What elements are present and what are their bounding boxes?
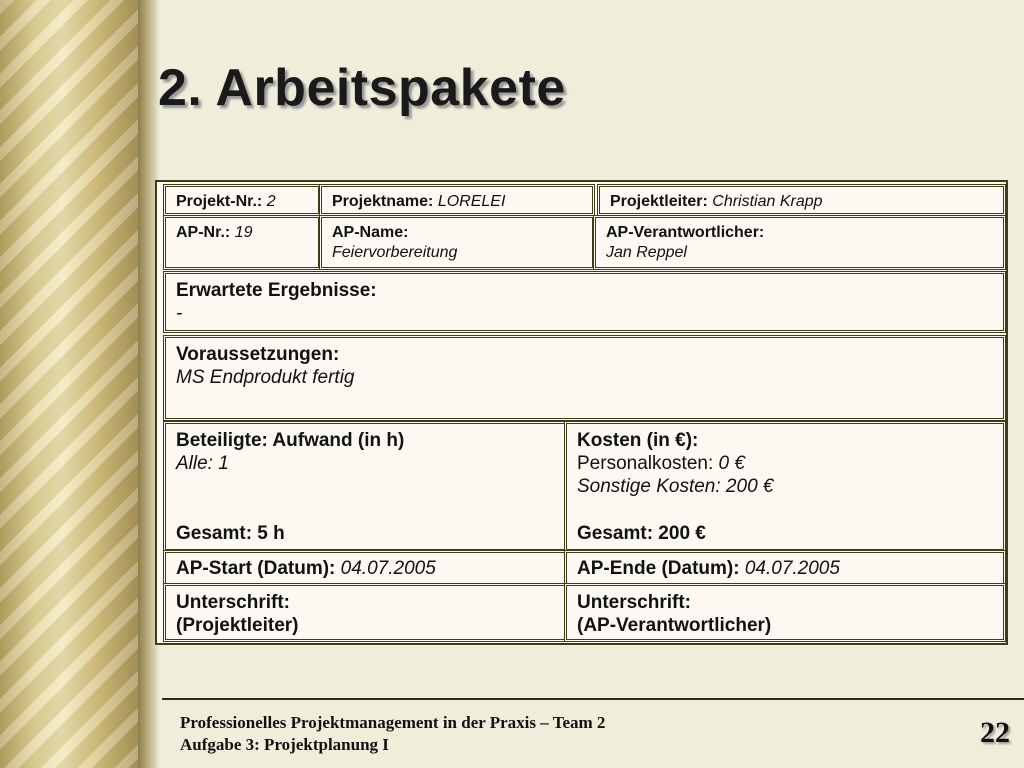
ap-ende-label: AP-Ende (Datum): xyxy=(577,558,740,579)
unterschrift-verantwortlicher-cell xyxy=(564,583,1006,642)
projekt-nr-cell xyxy=(163,184,321,216)
projektname-cell xyxy=(319,184,595,216)
unterschrift-verantwortlicher-role: (AP-Verantwortlicher) xyxy=(577,615,772,636)
ap-nr-cell xyxy=(163,215,321,270)
projektleiter-cell xyxy=(597,184,1006,216)
erwartete-ergebnisse-cell xyxy=(163,271,1006,333)
projektleiter-value: Christian Krapp xyxy=(712,193,823,210)
footer-line-2: Aufgabe 3: Projektplanung I xyxy=(180,735,389,754)
unterschrift-projektleiter-role: (Projektleiter) xyxy=(176,615,299,636)
voraussetzungen-label: Voraussetzungen: xyxy=(176,344,340,365)
ap-start-value: 04.07.2005 xyxy=(340,558,436,579)
sonstige-kosten: Sonstige Kosten: 200 € xyxy=(577,476,774,497)
projekt-nr-label: Projekt-Nr.: xyxy=(176,193,263,210)
kosten-cell xyxy=(564,421,1006,552)
footer-line-1: Professionelles Projektmanagement in der Praxis – Team 2 xyxy=(180,713,606,732)
ap-nr-label: AP-Nr.: xyxy=(176,224,231,241)
decorative-column xyxy=(0,0,138,768)
work-package-form xyxy=(155,180,1008,645)
erwartete-ergebnisse-value: - xyxy=(176,303,183,324)
projektname-label: Projektname: xyxy=(332,193,434,210)
ap-verantwortlicher-label: AP-Verantwortlicher: xyxy=(606,224,765,241)
kosten-total: Gesamt: 200 € xyxy=(577,523,706,544)
projektname-value: LORELEI xyxy=(437,193,506,210)
beteiligte-value: Alle: 1 xyxy=(176,453,229,474)
unterschrift-projektleiter-cell xyxy=(163,583,567,642)
slide-title: 2. Arbeitspakete xyxy=(158,59,566,117)
beteiligte-total: Gesamt: 5 h xyxy=(176,523,285,544)
voraussetzungen-value: MS Endprodukt fertig xyxy=(176,367,355,388)
ap-ende-value: 04.07.2005 xyxy=(744,558,840,579)
unterschrift-verantwortlicher-label: Unterschrift: xyxy=(577,592,692,613)
erwartete-ergebnisse-label: Erwartete Ergebnisse: xyxy=(176,280,377,301)
unterschrift-projektleiter-label: Unterschrift: xyxy=(176,592,291,613)
voraussetzungen-cell xyxy=(163,335,1006,421)
personalkosten-label: Personalkosten: xyxy=(577,453,714,474)
page-number: 22 xyxy=(980,716,1010,749)
ap-start-label: AP-Start (Datum): xyxy=(176,558,336,579)
kosten-label: Kosten (in €): xyxy=(577,430,699,451)
ap-name-cell xyxy=(319,215,595,270)
footer-divider xyxy=(162,698,1024,700)
ap-name-label: AP-Name: xyxy=(332,224,409,241)
ap-verantwortlicher-value: Jan Reppel xyxy=(606,244,687,261)
ap-name-value: Feiervorbereitung xyxy=(332,244,458,261)
ap-verantwortlicher-cell xyxy=(593,215,1006,270)
personalkosten-value: 0 € xyxy=(718,453,745,474)
beteiligte-label: Beteiligte: Aufwand (in h) xyxy=(176,430,405,451)
ap-nr-value: 19 xyxy=(234,224,253,241)
projekt-nr-value: 2 xyxy=(266,193,276,210)
ap-start-cell xyxy=(163,550,567,586)
projektleiter-label: Projektleiter: xyxy=(610,193,708,210)
footer xyxy=(180,712,780,756)
beteiligte-cell xyxy=(163,421,567,552)
ap-ende-cell xyxy=(564,550,1006,586)
